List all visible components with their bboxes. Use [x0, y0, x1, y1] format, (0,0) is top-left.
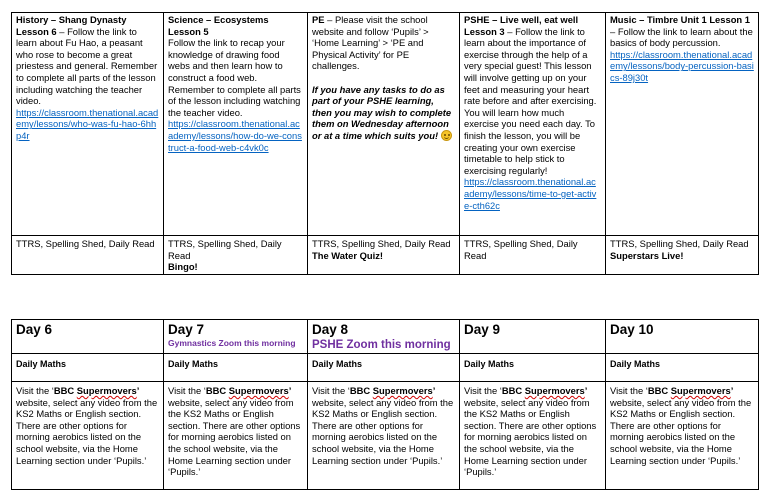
activity-text: Visit the ‘ — [312, 385, 350, 396]
activity-text: Visit the ‘ — [610, 385, 648, 396]
zoom-note: Gymnastics Zoom this morning — [168, 338, 296, 348]
footer-cell — [308, 236, 460, 275]
activity-bold: ’ — [136, 385, 140, 396]
activity-bold: BBC — [647, 385, 671, 396]
smiley-icon — [441, 130, 452, 141]
activity-bold: BBC — [205, 385, 229, 396]
maths-label: Daily Maths — [16, 359, 67, 369]
activity-bold: Supermovers — [228, 385, 289, 396]
activity-bold: ’ — [584, 385, 588, 396]
music-title: Music – Timbre Unit 1 Lesson 1 — [610, 14, 750, 25]
maths-cell — [460, 354, 606, 382]
activity-cell — [460, 382, 606, 490]
activity-text: website, select any video from the KS2 Maths or English section. There are other options for morning aerobics listed on the school website, via the Home Learning section under ‘Pupils.’ — [610, 396, 752, 466]
activity-bold: Supermovers — [76, 385, 137, 396]
pshe-note: If you have any tasks to do as part of your PSHE learning, then you may wish to complete them on Wednesday afternoon or at a time which suits you! — [312, 83, 452, 141]
pshe-lesson-cell — [460, 13, 606, 236]
pshe-lesson-link[interactable]: https://classroom.thenational.academy/lessons/time-to-get-active-cth62c — [464, 176, 597, 211]
activity-bold: BBC — [349, 385, 373, 396]
maths-cell — [606, 354, 759, 382]
pe-lesson-cell — [308, 13, 460, 236]
pe-body: – Please visit the school website and follow ‘Pupils’ > ‘Home Learning’ > ‘PE and Physical Activity’ for PE challenges. — [312, 14, 429, 72]
activity-text: website, select any video from the KS2 Maths or English section. There are other options for morning aerobics listed on the school website, via the Home Learning section under ‘Pupils.’ — [312, 396, 454, 466]
footer-cell — [12, 236, 164, 275]
history-body: – Follow the link to learn about Fu Hao, a peasant who rose to become a great priestess and general. Remember to complete all parts of the lesson including watching the teacher video. — [16, 25, 158, 107]
pshe-body: – Follow the link to learn about the importance of exercise through the help of a very special guest! This lesson will involve getting up on your feet and measuring your heart rate before and after exercising. You will learn how much exercise you need each day. To finish the lesson, you will be creating your own exercise timetable to help stick to exercising regularly! — [464, 25, 597, 176]
maths-label: Daily Maths — [168, 359, 219, 369]
science-lesson-cell — [164, 13, 308, 236]
maths-label: Daily Maths — [312, 359, 363, 369]
footer-text: TTRS, Spelling Shed, Daily Read — [312, 238, 451, 249]
day-header — [308, 320, 460, 354]
footer-text: TTRS, Spelling Shed, Daily Read — [464, 238, 578, 261]
day-label: Day 7 — [168, 322, 205, 337]
activity-bold: Supermovers — [670, 385, 731, 396]
day-label: Day 8 — [312, 322, 349, 337]
activity-bold: ’ — [432, 385, 436, 396]
history-lesson-cell — [12, 13, 164, 236]
footer-cell — [164, 236, 308, 275]
activity-cell — [12, 382, 164, 490]
music-body: – Follow the link to learn about the basics of body percussion. — [610, 25, 753, 49]
day-label: Day 9 — [464, 322, 501, 337]
activity-bold: ’ — [730, 385, 734, 396]
maths-label: Daily Maths — [464, 359, 515, 369]
science-title: Science – Ecosystems Lesson 5 — [168, 14, 269, 37]
footer-activity: Superstars Live! — [610, 249, 684, 261]
activity-text: website, select any video from the KS2 Maths or English section. There are other options for morning aerobics listed on the school website, via the Home Learning section under ‘Pupils.’ — [16, 396, 158, 466]
maths-cell — [12, 354, 164, 382]
footer-activity: Bingo! — [168, 261, 198, 273]
maths-label: Daily Maths — [610, 359, 661, 369]
activity-text: Visit the ‘ — [16, 385, 54, 396]
music-lesson-cell — [606, 13, 759, 236]
day-header — [460, 320, 606, 354]
day-label: Day 10 — [610, 322, 654, 337]
footer-cell — [606, 236, 759, 275]
activity-bold: Supermovers — [372, 385, 433, 396]
week-two-timetable — [11, 319, 759, 490]
day-header — [12, 320, 164, 354]
activity-text: Visit the ‘ — [168, 385, 206, 396]
pe-title: PE — [312, 14, 325, 25]
science-lesson-link[interactable]: https://classroom.thenational.academy/lessons/how-do-we-construct-a-food-web-c4vk0c — [168, 118, 302, 153]
pshe-title: PSHE – Live well, eat well Lesson 3 — [464, 14, 579, 37]
footer-activity: The Water Quiz! — [312, 249, 384, 261]
week-one-timetable — [11, 12, 759, 275]
activity-text: website, select any video from the KS2 Maths or English section. There are other options for morning aerobics listed on the school website, via the Home Learning section under ‘Pupils.’ — [168, 396, 301, 478]
music-lesson-link[interactable]: https://classroom.thenational.academy/lessons/body-percussion-basics-89j30t — [610, 48, 754, 83]
activity-cell — [308, 382, 460, 490]
footer-cell — [460, 236, 606, 275]
day-label: Day 6 — [16, 322, 53, 337]
footer-text: TTRS, Spelling Shed, Daily Read — [16, 238, 155, 249]
activity-text: website, select any video from the KS2 Maths or English section. There are other options for morning aerobics listed on the school website, via the Home Learning section under ‘Pupils.’ — [464, 396, 597, 478]
activity-bold: BBC — [53, 385, 77, 396]
maths-cell — [308, 354, 460, 382]
maths-cell — [164, 354, 308, 382]
activity-bold: ’ — [288, 385, 292, 396]
footer-text: TTRS, Spelling Shed, Daily Read — [168, 238, 282, 261]
zoom-note: PSHE Zoom this morning — [312, 339, 451, 351]
activity-bold: Supermovers — [524, 385, 585, 396]
activity-cell — [606, 382, 759, 490]
history-title: History – Shang Dynasty Lesson 6 — [16, 14, 127, 37]
history-lesson-link[interactable]: https://classroom.thenational.academy/lessons/who-was-fu-hao-6hhp4r — [16, 106, 159, 141]
activity-text: Visit the ‘ — [464, 385, 502, 396]
activity-bold: BBC — [501, 385, 525, 396]
day-header — [164, 320, 308, 354]
activity-cell — [164, 382, 308, 490]
footer-text: TTRS, Spelling Shed, Daily Read — [610, 238, 749, 249]
day-header — [606, 320, 759, 354]
science-body: Follow the link to recap your knowledge of drawing food webs and then learn how to construct a food web. Remember to complete all parts of the lesson including watching the teacher video. — [168, 37, 301, 118]
